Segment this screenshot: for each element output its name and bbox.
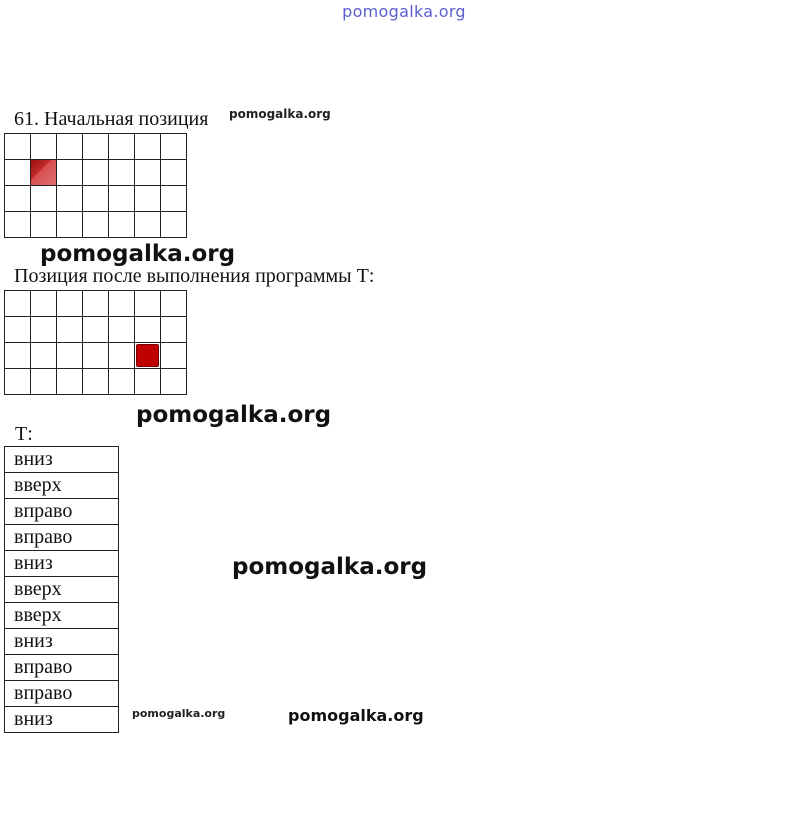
- top-watermark: pomogalka.org: [342, 2, 466, 21]
- grid-cell: [31, 160, 57, 186]
- grid-cell: [83, 212, 109, 238]
- watermark-small: pomogalka.org: [132, 707, 226, 720]
- grid-cell: [83, 134, 109, 160]
- grid-cell: [109, 317, 135, 343]
- program-command: вверх: [5, 603, 119, 629]
- program-command: вверх: [5, 473, 119, 499]
- watermark-large: pomogalka.org: [232, 554, 428, 580]
- grid-cell: [161, 160, 187, 186]
- grid-cell: [57, 369, 83, 395]
- table-row: [5, 707, 119, 733]
- grid-cell: [5, 317, 31, 343]
- start-position-grid: [4, 133, 187, 238]
- table-row: [5, 629, 119, 655]
- grid-cell: [31, 317, 57, 343]
- grid-cell: [31, 343, 57, 369]
- table-row: [5, 447, 119, 473]
- program-command: вниз: [5, 551, 119, 577]
- grid-cell: [5, 212, 31, 238]
- table-row: [5, 499, 119, 525]
- grid-cell: [83, 317, 109, 343]
- table-row: [5, 525, 119, 551]
- grid-cell: [109, 369, 135, 395]
- grid-cell: [109, 212, 135, 238]
- grid-cell: [57, 317, 83, 343]
- program-command: вправо: [5, 499, 119, 525]
- grid-cell: [161, 317, 187, 343]
- grid-cell: [57, 291, 83, 317]
- program-command: вправо: [5, 655, 119, 681]
- grid-cell: [109, 343, 135, 369]
- grid-cell: [161, 291, 187, 317]
- program-command: вправо: [5, 681, 119, 707]
- grid-cell: [57, 212, 83, 238]
- program-commands-table: [4, 446, 119, 733]
- grid-cell: [31, 186, 57, 212]
- grid-cell: [57, 343, 83, 369]
- grid-cell: [161, 343, 187, 369]
- grid-cell: [135, 212, 161, 238]
- grid-cell: [135, 186, 161, 212]
- grid-cell: [83, 369, 109, 395]
- grid-cell: [5, 134, 31, 160]
- program-label: Т:: [15, 423, 33, 445]
- grid-cell: [31, 369, 57, 395]
- grid-cell: [109, 134, 135, 160]
- grid-cell: [161, 134, 187, 160]
- grid-cell: [31, 134, 57, 160]
- watermark-small: pomogalka.org: [229, 107, 331, 121]
- program-command: вправо: [5, 525, 119, 551]
- robot-marker: [136, 344, 159, 367]
- watermark-large: pomogalka.org: [40, 241, 236, 267]
- program-command: вверх: [5, 577, 119, 603]
- table-row: [5, 551, 119, 577]
- grid-cell: [135, 317, 161, 343]
- program-command: вниз: [5, 447, 119, 473]
- watermark-medium: pomogalka.org: [288, 706, 424, 725]
- grid-cell: [5, 369, 31, 395]
- grid-cell: [31, 291, 57, 317]
- grid-cell: [83, 186, 109, 212]
- grid-cell: [31, 212, 57, 238]
- start-position-heading: 61. Начальная позиция: [14, 108, 209, 130]
- grid-cell: [161, 369, 187, 395]
- grid-cell: [135, 369, 161, 395]
- grid-cell: [5, 160, 31, 186]
- program-command: вниз: [5, 629, 119, 655]
- robot-marker: [31, 160, 56, 185]
- end-position-grid: [4, 290, 187, 395]
- grid-cell: [5, 291, 31, 317]
- table-row: [5, 603, 119, 629]
- end-position-heading: Позиция после выполнения программы Т:: [14, 265, 375, 287]
- program-command: вниз: [5, 707, 119, 733]
- watermark-large: pomogalka.org: [136, 402, 332, 428]
- grid-cell: [109, 291, 135, 317]
- table-row: [5, 577, 119, 603]
- grid-cell: [135, 160, 161, 186]
- table-row: [5, 473, 119, 499]
- grid-cell: [135, 291, 161, 317]
- table-row: [5, 681, 119, 707]
- grid-cell: [161, 186, 187, 212]
- grid-cell: [5, 186, 31, 212]
- grid-cell: [5, 343, 31, 369]
- grid-cell: [57, 134, 83, 160]
- grid-cell: [83, 160, 109, 186]
- grid-cell: [83, 291, 109, 317]
- grid-cell: [135, 343, 161, 369]
- table-row: [5, 655, 119, 681]
- grid-cell: [109, 186, 135, 212]
- grid-cell: [57, 160, 83, 186]
- grid-cell: [83, 343, 109, 369]
- grid-cell: [161, 212, 187, 238]
- grid-cell: [135, 134, 161, 160]
- grid-cell: [57, 186, 83, 212]
- grid-cell: [109, 160, 135, 186]
